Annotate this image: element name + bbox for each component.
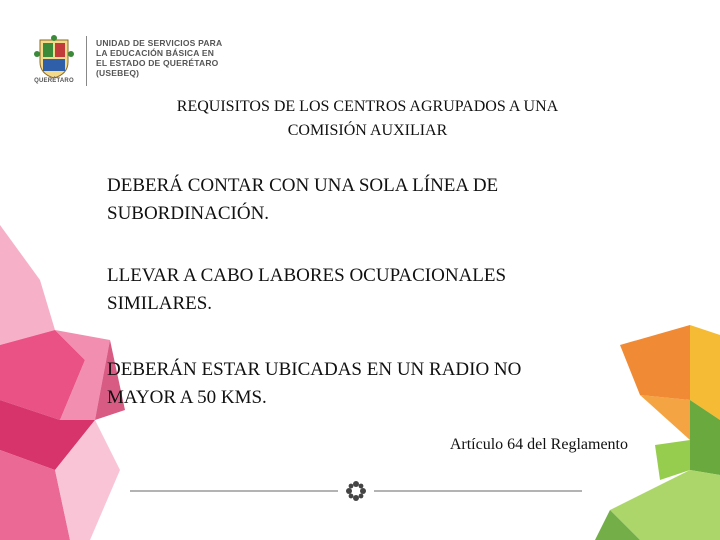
requirement-line: SUBORDINACIÓN. xyxy=(107,203,270,224)
requirement-line: DEBERÁN ESTAR UBICADAS EN UN RADIO NO xyxy=(107,359,522,380)
seal-caption: QUERÉTARO xyxy=(34,78,74,84)
requirement-line: LLEVAR A CABO LABORES OCUPACIONALES xyxy=(107,265,507,286)
title-line-2: COMISIÓN AUXILIAR xyxy=(287,122,448,139)
requirement-line: SIMILARES. xyxy=(107,293,213,314)
org-name-line-2: LA EDUCACIÓN BÁSICA EN xyxy=(96,48,215,58)
slide-title xyxy=(100,95,635,143)
requirement-item xyxy=(107,172,498,228)
org-name-line-1: UNIDAD DE SERVICIOS PARA xyxy=(96,38,223,48)
header-logo xyxy=(30,34,230,90)
flower-ornament-icon xyxy=(346,481,366,501)
org-name-line-3: EL ESTADO DE QUERÉTARO xyxy=(96,58,219,68)
ornamental-divider xyxy=(130,478,582,504)
green-origami-shape xyxy=(595,400,720,540)
logo-divider xyxy=(86,36,87,86)
organization-name xyxy=(96,38,236,78)
title-line-1: REQUISITOS DE LOS CENTROS AGRUPADOS A UNA xyxy=(176,98,559,115)
requirement-item xyxy=(107,262,506,318)
org-name-line-4: (USEBEQ) xyxy=(96,68,140,78)
requirement-line: DEBERÁ CONTAR CON UNA SOLA LÍNEA DE xyxy=(107,175,499,196)
requirement-item xyxy=(107,356,521,412)
regulation-reference: Artículo 64 del Reglamento xyxy=(449,436,628,453)
requirement-line: MAYOR A 50 KMS. xyxy=(107,387,267,408)
